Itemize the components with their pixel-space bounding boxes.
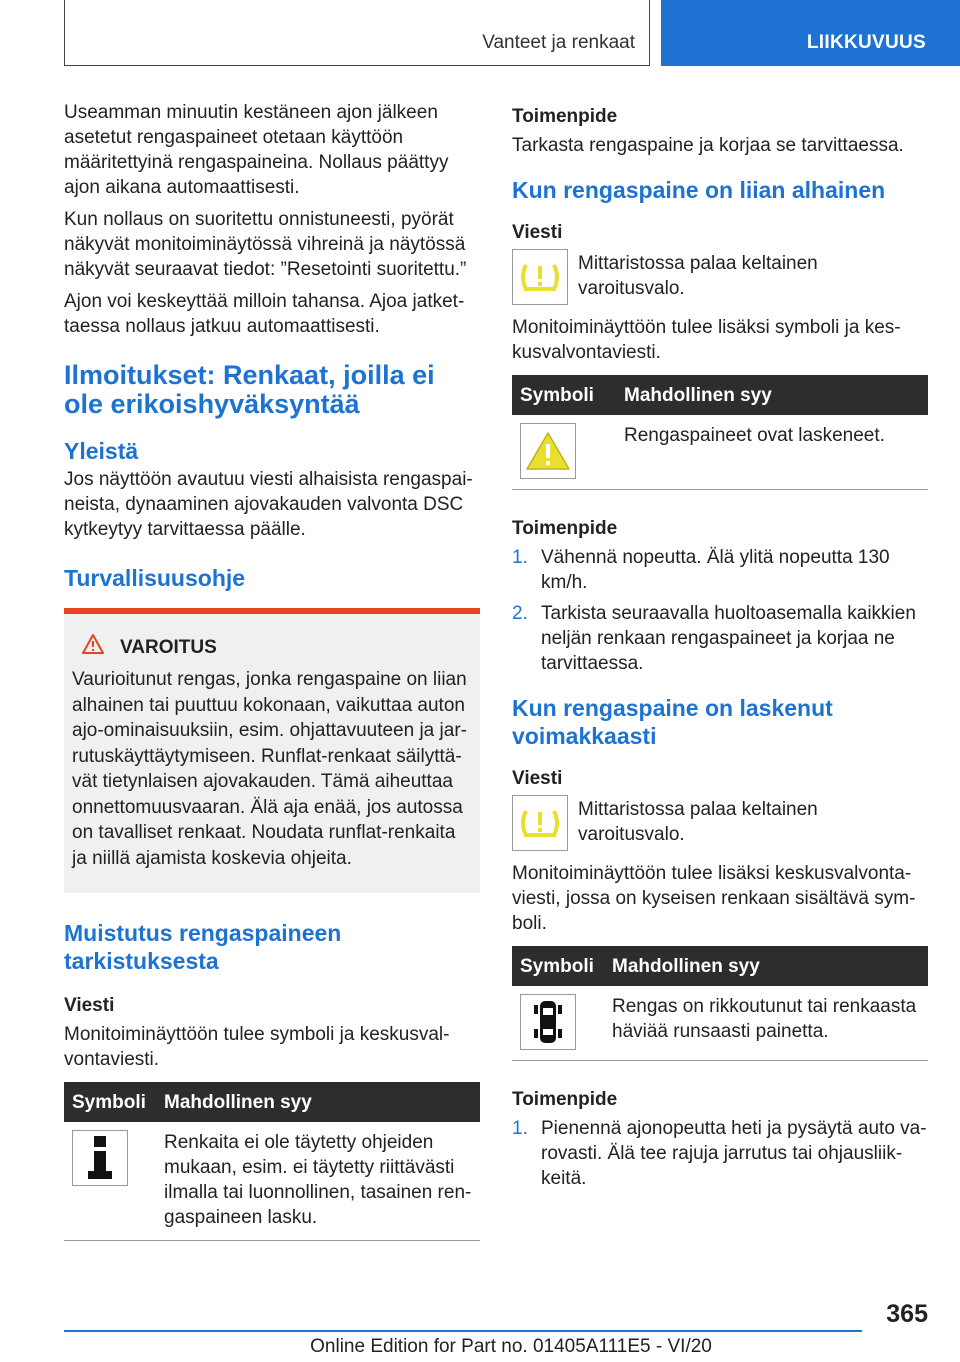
header-chapter-title: LIIKKUVUUS: [806, 32, 926, 53]
list-item: 2. Tarkista seuraavalla huoltoasemalla kaikkien neljän renkaan rengaspaineet ja korjaa ne tarvittaessa.: [512, 603, 916, 674]
steps-list-2: [512, 1116, 928, 1191]
paragraph-reset-1: Useamman minuutin kestäneen ajon jälkeen asetetut rengaspaineet otetaan käyttöön määritettyinä rengaspaineina. Nollaus päättyy ajon aikana automaattisesti.: [64, 102, 449, 198]
table-header-symbol: Symboli: [512, 946, 604, 986]
table-cause-text: Rengas on rikkoutunut tai renkaasta häviää runsaasti painetta.: [604, 986, 928, 1061]
symbol-table-drop: [512, 946, 928, 1061]
paragraph-reset-3: Ajon voi keskeyttää milloin tahansa. Ajoa jatkettaessa nollaus jatkuu automaattisesti.: [64, 291, 465, 337]
paragraph-general: Jos näyttöön avautuu viesti alhaisista rengaspaineista, dynaaminen ajovakauden valvonta DSC kytkeytyy tarvittaessa päälle.: [64, 469, 473, 540]
paragraph-low-info: Monitoiminäyttöön tulee lisäksi symboli ja keskusvalvontaviesti.: [512, 317, 901, 363]
tire-pressure-warning-icon: [512, 249, 568, 305]
left-column: [64, 100, 480, 1241]
label-action-3: Toimenpide: [512, 1089, 618, 1110]
table-cause-text: Renkaita ei ole täytetty ohjeiden mukaan, esim. ei täytetty riittävästi ilmalla tai luonnollinen, tasainen rengaspaineen lasku.: [156, 1122, 480, 1241]
symbol-table-reminder: [64, 1082, 480, 1241]
steps-list-1: [512, 545, 928, 676]
label-action-1: Toimenpide: [512, 106, 618, 127]
message-row-2: [512, 795, 928, 851]
warning-title: VAROITUS: [120, 637, 217, 658]
car-tire-damage-icon: [520, 994, 576, 1050]
footer-divider: [64, 1330, 862, 1332]
heading-notices: Ilmoitukset: Renkaat, joilla ei ole erikoishyväksyntää: [64, 360, 435, 419]
message-text-2: Mittaristossa palaa keltainen varoitusvalo.: [578, 799, 818, 845]
warning-box: [64, 608, 480, 893]
heading-safety: Turvallisuusohje: [64, 565, 246, 591]
list-item: 1. Pienennä ajonopeutta heti ja pysäytä auto varovasti. Älä tee rajuja jarrutus tai ohjausliikkeitä.: [512, 1118, 927, 1189]
label-action-2: Toimenpide: [512, 518, 618, 539]
tire-pressure-warning-icon: [512, 795, 568, 851]
list-item: 1. Vähennä nopeutta. Älä ylitä nopeutta 130 km/h.: [512, 547, 890, 593]
heading-general: Yleistä: [64, 438, 139, 464]
header-section-box: [64, 0, 650, 66]
paragraph-action-1: Tarkasta rengaspaine ja korjaa se tarvittaessa.: [512, 135, 904, 156]
table-header-cause: Mahdollinen syy: [604, 946, 928, 986]
warning-triangle-icon: [82, 634, 120, 661]
table-row: [512, 986, 928, 1061]
page-number: 365: [886, 1300, 928, 1328]
table-header-symbol: Symboli: [512, 375, 616, 415]
table-header-cause: Mahdollinen syy: [156, 1082, 480, 1122]
header-chapter-tab: [661, 0, 960, 66]
footer-edition: Online Edition for Part no. 01405A111E5 - VI/20: [310, 1336, 712, 1357]
header-section-title: Vanteet ja renkaat: [482, 32, 635, 53]
message-row-1: [512, 249, 928, 305]
label-message: Viesti: [64, 995, 115, 1016]
warning-title-row: [72, 634, 472, 661]
paragraph-drop-info: Monitoiminäyttöön tulee lisäksi keskusvalvontaviesti, jossa on kyseisen renkaan sisältävä symboli.: [512, 863, 916, 934]
symbol-table-low: [512, 375, 928, 490]
paragraph-message: Monitoiminäyttöön tulee symboli ja keskusvalvontaviesti.: [64, 1024, 450, 1070]
warning-text: Vaurioitunut rengas, jonka rengaspaine on liian alhainen tai puuttuu kokonaan, vaikuttaa auton ajo-ominaisuuksiin, esim. ohjattavuuteen ja jarrutuskäyttäytymiseen. Runflat-renkaat säilyttävät tietynlaisen ajovakauden. Tämä aiheuttaa onnettomuusvaaran. Älä aja enää, jos autossa on tavalliset renkaat. Noudata runflat-renkaita ja niillä ajamista koskevia ohjeita.: [72, 669, 467, 869]
table-header-symbol: Symboli: [64, 1082, 156, 1122]
right-column: [512, 100, 928, 1197]
table-row: [64, 1122, 480, 1241]
warning-sign-icon: [520, 423, 576, 479]
info-icon: [72, 1130, 128, 1186]
label-message-2: Viesti: [512, 768, 563, 789]
label-message-1: Viesti: [512, 222, 563, 243]
table-header-cause: Mahdollinen syy: [616, 375, 928, 415]
heading-low-pressure: Kun rengaspaine on liian alhainen: [512, 177, 886, 203]
paragraph-reset-2: Kun nollaus on suoritettu onnistuneesti, pyörät näkyvät monitoiminäytössä vihreinä ja näytössä näkyvät seuraavat tiedot: ”Resetointi suoritettu.”: [64, 209, 467, 280]
message-text-1: Mittaristossa palaa keltainen varoitusvalo.: [578, 253, 818, 299]
table-row: [512, 415, 928, 490]
heading-pressure-drop: Kun rengaspaine on laskenut voimakkaasti: [512, 695, 833, 749]
heading-reminder: Muistutus rengaspaineen tarkistuksesta: [64, 920, 342, 974]
table-cause-text: Rengaspaineet ovat laskeneet.: [616, 415, 928, 490]
